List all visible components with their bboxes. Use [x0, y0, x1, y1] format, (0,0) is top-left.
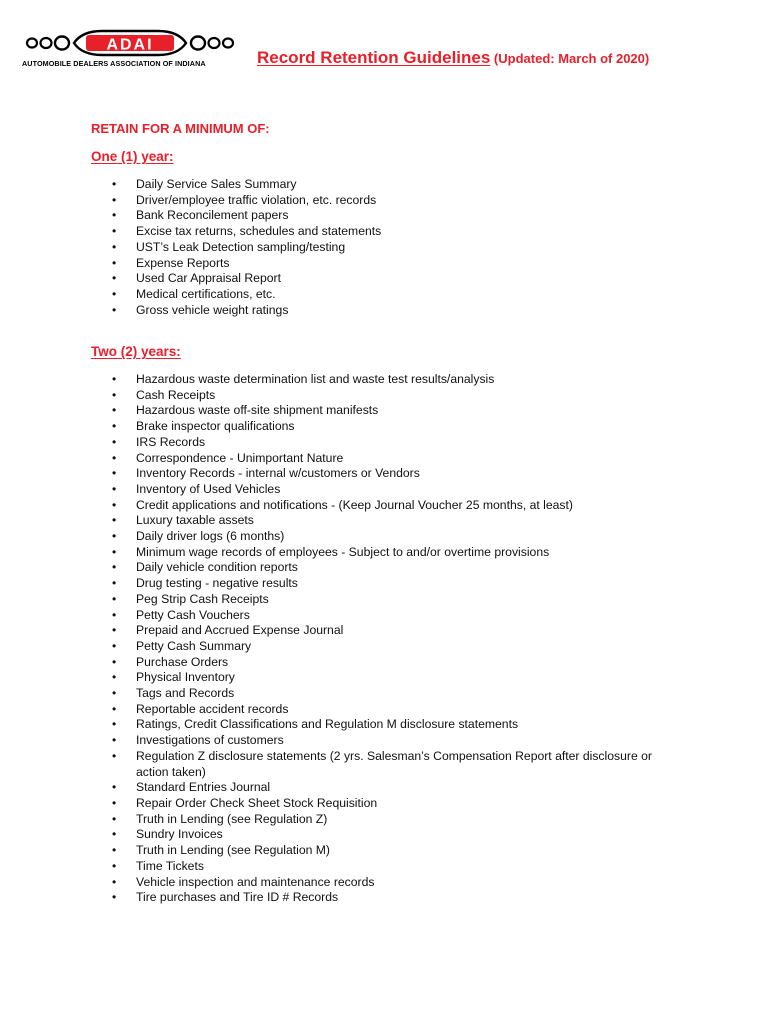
bullet-icon: • — [112, 858, 117, 873]
list-item-text: Regulation Z disclosure statements (2 yrs. Salesman’s Compensation Report after disclosure or action taken) — [136, 748, 652, 779]
list-item — [0, 608, 770, 624]
list-item-text: Petty Cash Summary — [136, 638, 252, 653]
list-item — [0, 843, 770, 859]
list-item-text: Tags and Records — [136, 686, 235, 701]
list-item — [0, 271, 770, 287]
bullet-icon: • — [112, 591, 117, 606]
list-item-text: Prepaid and Accrued Expense Journal — [136, 623, 344, 638]
list-item-text: Hazardous waste determination list and waste test results/analysis — [136, 372, 495, 386]
list-item-text: Petty Cash Vouchers — [136, 607, 250, 622]
list-item — [0, 419, 770, 435]
bullet-icon: • — [112, 701, 117, 716]
list-item-text: Tire purchases and Tire ID # Records — [136, 890, 339, 905]
list-item — [0, 529, 770, 545]
bullet-icon: • — [112, 733, 117, 748]
bullet-icon: • — [112, 481, 117, 496]
bullet-icon: • — [112, 560, 117, 575]
list-item — [0, 287, 770, 303]
list-item — [0, 780, 770, 796]
list-item — [0, 655, 770, 671]
logo-tagline: AUTOMOBILE DEALERS ASSOCIATION OF INDIANA — [22, 59, 206, 68]
bullet-icon: • — [112, 419, 117, 434]
list-item — [0, 303, 770, 319]
bullet-icon: • — [112, 780, 117, 795]
list-item-text: Truth in Lending (see Regulation Z) — [136, 811, 328, 826]
bullet-icon: • — [112, 372, 117, 386]
bullet-icon: • — [112, 239, 117, 254]
list-item-text: Bank Reconcilement papers — [136, 208, 289, 223]
bullet-icon: • — [112, 874, 117, 889]
list-item-text: Vehicle inspection and maintenance records — [136, 874, 375, 889]
document-title — [257, 48, 649, 68]
bullet-icon: • — [112, 177, 117, 191]
list-item — [0, 403, 770, 419]
bullet-icon: • — [112, 670, 117, 685]
list-item-text: UST’s Leak Detection sampling/testing — [136, 239, 346, 254]
list-item — [0, 256, 770, 272]
bullet-icon: • — [112, 286, 117, 301]
list-item — [0, 623, 770, 639]
bullet-icon: • — [112, 607, 117, 622]
bullet-icon: • — [112, 497, 117, 512]
bullet-icon: • — [112, 434, 117, 449]
list-item-text: Cash Receipts — [136, 387, 216, 402]
list-item-text: Daily driver logs (6 months) — [136, 529, 285, 544]
section-heading-two-years: Two (2) years: — [91, 344, 181, 359]
list-item-text: Excise tax returns, schedules and statements — [136, 224, 382, 239]
list-item — [0, 812, 770, 828]
adai-logo — [22, 28, 238, 72]
list-item-text: Peg Strip Cash Receipts — [136, 591, 269, 606]
list-item — [0, 208, 770, 224]
title-main: Record Retention Guidelines — [257, 48, 491, 67]
bullet-icon: • — [112, 544, 117, 559]
one-year-list — [0, 177, 770, 318]
bullet-icon: • — [112, 717, 117, 732]
list-item-text: Standard Entries Journal — [136, 780, 271, 795]
list-item-text: Daily vehicle condition reports — [136, 560, 298, 575]
bullet-icon: • — [112, 513, 117, 528]
bullet-icon: • — [112, 843, 117, 858]
bullet-icon: • — [112, 623, 117, 638]
bullet-icon: • — [112, 890, 117, 905]
bullet-icon: • — [112, 255, 117, 270]
list-item-text: Sundry Invoices — [136, 827, 223, 842]
list-item — [0, 859, 770, 875]
bullet-icon: • — [112, 748, 117, 763]
list-item — [0, 482, 770, 498]
bullet-icon: • — [112, 466, 117, 481]
list-item — [0, 670, 770, 686]
bullet-icon: • — [112, 811, 117, 826]
list-item — [0, 592, 770, 608]
list-item-text: Daily Service Sales Summary — [136, 177, 297, 191]
bullet-icon: • — [112, 450, 117, 465]
list-item — [0, 733, 770, 749]
list-item-text: Driver/employee traffic violation, etc. records — [136, 192, 377, 207]
list-item-text: Correspondence - Unimportant Nature — [136, 450, 344, 465]
list-item — [0, 639, 770, 655]
retain-minimum-heading: RETAIN FOR A MINIMUM OF: — [91, 121, 270, 136]
list-item-text: Brake inspector qualifications — [136, 419, 295, 434]
bullet-icon: • — [112, 795, 117, 810]
bullet-icon: • — [112, 638, 117, 653]
list-item — [0, 875, 770, 891]
bullet-icon: • — [112, 827, 117, 842]
list-item — [0, 498, 770, 514]
list-item — [0, 702, 770, 718]
list-item — [0, 177, 770, 193]
list-item-text: Time Tickets — [136, 858, 204, 873]
list-item — [0, 193, 770, 209]
adai-logo-wordmark: ADAI — [106, 36, 154, 54]
list-item — [0, 827, 770, 843]
list-item — [0, 224, 770, 240]
bullet-icon: • — [112, 529, 117, 544]
bullet-icon: • — [112, 576, 117, 591]
list-item-text: Purchase Orders — [136, 654, 229, 669]
list-item — [0, 435, 770, 451]
list-item — [0, 717, 770, 733]
list-item — [0, 749, 770, 780]
bullet-icon: • — [112, 387, 117, 402]
list-item-text: Repair Order Check Sheet Stock Requisition — [136, 795, 378, 810]
list-item — [0, 372, 770, 388]
list-item-text: Investigations of customers — [136, 733, 284, 748]
bullet-icon: • — [112, 192, 117, 207]
adai-logo-mark — [22, 28, 238, 58]
list-item-text: Minimum wage records of employees - Subject to and/or overtime provisions — [136, 544, 550, 559]
list-item-text: Inventory of Used Vehicles — [136, 481, 281, 496]
list-item — [0, 240, 770, 256]
bullet-icon: • — [112, 208, 117, 223]
list-item — [0, 513, 770, 529]
list-item-text: Physical Inventory — [136, 670, 235, 685]
list-item-text: Reportable accident records — [136, 701, 289, 716]
list-item-text: Medical certifications, etc. — [136, 286, 276, 301]
list-item — [0, 545, 770, 561]
list-item-text: Expense Reports — [136, 255, 230, 270]
list-item — [0, 796, 770, 812]
bullet-icon: • — [112, 403, 117, 418]
bullet-icon: • — [112, 654, 117, 669]
bullet-icon: • — [112, 224, 117, 239]
list-item — [0, 451, 770, 467]
list-item-text: Credit applications and notifications - (Keep Journal Voucher 25 months, at least) — [136, 497, 573, 512]
bullet-icon: • — [112, 302, 117, 317]
list-item — [0, 890, 770, 906]
list-item — [0, 576, 770, 592]
list-item-text: Used Car Appraisal Report — [136, 271, 281, 286]
section-heading-one-year: One (1) year: — [91, 149, 174, 164]
list-item — [0, 388, 770, 404]
list-item-text: Luxury taxable assets — [136, 513, 254, 528]
list-item — [0, 686, 770, 702]
title-updated-date: (Updated: March of 2020) — [490, 51, 650, 66]
list-item-text: Drug testing - negative results — [136, 576, 298, 591]
list-item — [0, 466, 770, 482]
list-item-text: Truth in Lending (see Regulation M) — [136, 843, 330, 858]
bullet-icon: • — [112, 271, 117, 286]
list-item-text: Inventory Records - internal w/customers or Vendors — [136, 466, 420, 481]
list-item — [0, 560, 770, 576]
two-years-list — [0, 372, 770, 906]
list-item-text: IRS Records — [136, 434, 206, 449]
bullet-icon: • — [112, 686, 117, 701]
list-item-text: Hazardous waste off-site shipment manifests — [136, 403, 379, 418]
list-item-text: Gross vehicle weight ratings — [136, 302, 289, 317]
list-item-text: Ratings, Credit Classifications and Regulation M disclosure statements — [136, 717, 519, 732]
